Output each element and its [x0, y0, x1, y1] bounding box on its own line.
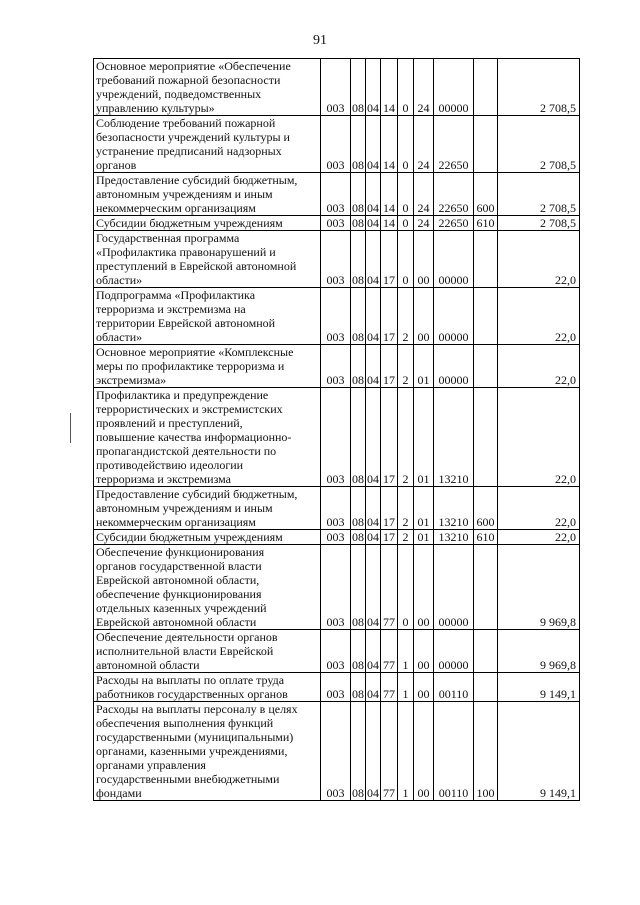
table-row [94, 59, 580, 116]
amount: 9 149,1 [498, 702, 580, 801]
row-name: Соблюдение требований пожарной безопасности учреждений культуры и устранение предписаний надзорных органов [94, 116, 321, 173]
amount: 22,0 [498, 388, 580, 487]
code-measure: 00 [414, 630, 434, 673]
table-row [94, 345, 580, 388]
code-program: 14 [381, 59, 398, 116]
code-direction: 00110 [434, 702, 474, 801]
code-program: 77 [381, 673, 398, 702]
code-subprogram: 0 [398, 216, 414, 231]
code-direction: 22650 [434, 173, 474, 216]
code-direction: 00000 [434, 345, 474, 388]
code-section: 08 [351, 487, 366, 530]
code-program: 17 [381, 288, 398, 345]
code-direction: 13210 [434, 530, 474, 545]
code-subsection: 04 [366, 388, 381, 487]
code-ved: 003 [321, 702, 351, 801]
table-row [94, 116, 580, 173]
row-name: Профилактика и предупреждение террористических и экстремистских проявлений и преступлений, повышение качества информационно- пропагандистской деятельности по противодействию идеологии терроризма и экстремизма [94, 388, 321, 487]
amount: 9 149,1 [498, 673, 580, 702]
code-measure: 24 [414, 59, 434, 116]
code-ved: 003 [321, 216, 351, 231]
budget-table [93, 58, 580, 801]
code-ved: 003 [321, 173, 351, 216]
code-direction: 00000 [434, 231, 474, 288]
amount: 2 708,5 [498, 173, 580, 216]
code-program: 17 [381, 388, 398, 487]
code-section: 08 [351, 345, 366, 388]
amount: 9 969,8 [498, 630, 580, 673]
row-name: Расходы на выплаты персоналу в целях обеспечения выполнения функций государственными (муниципальными) органами, казенными учреждениями, органами управления государственными внебюджетными фондами [94, 702, 321, 801]
code-program: 17 [381, 345, 398, 388]
code-subprogram: 0 [398, 173, 414, 216]
code-section: 08 [351, 173, 366, 216]
code-direction: 00000 [434, 288, 474, 345]
code-subprogram: 2 [398, 388, 414, 487]
table-row [94, 530, 580, 545]
code-section: 08 [351, 702, 366, 801]
code-section: 08 [351, 545, 366, 630]
amount: 9 969,8 [498, 545, 580, 630]
table-row [94, 216, 580, 231]
code-expense-type [474, 673, 498, 702]
code-section: 08 [351, 116, 366, 173]
code-program: 77 [381, 545, 398, 630]
code-subsection: 04 [366, 345, 381, 388]
code-subsection: 04 [366, 116, 381, 173]
code-section: 08 [352, 216, 364, 230]
table-row [94, 545, 580, 630]
code-measure: 24 [414, 216, 434, 231]
code-direction: 00000 [434, 545, 474, 630]
code-ved: 003 [321, 545, 351, 630]
row-name: Расходы на выплаты по оплате труда работников государственных органов [94, 673, 321, 702]
code-expense-type: 100 [474, 702, 498, 801]
table-row [94, 173, 580, 216]
code-program: 77 [381, 630, 398, 673]
code-measure: 24 [414, 116, 434, 173]
code-expense-type [474, 231, 498, 288]
code-program: 17 [381, 231, 398, 288]
code-subsection: 04 [366, 630, 381, 673]
code-subprogram: 2 [398, 345, 414, 388]
code-subprogram: 0 [398, 231, 414, 288]
amount: 22,0 [498, 487, 580, 530]
code-subprogram: 2 [398, 487, 414, 530]
code-subsection: 04 [366, 487, 381, 530]
code-expense-type [474, 545, 498, 630]
code-measure: 00 [414, 673, 434, 702]
table-row [94, 487, 580, 530]
code-ved: 003 [321, 345, 351, 388]
code-subprogram: 2 [398, 530, 414, 545]
code-subsection: 04 [366, 288, 381, 345]
code-subprogram: 0 [398, 545, 414, 630]
amount: 22,0 [498, 288, 580, 345]
code-expense-type: 600 [474, 173, 498, 216]
code-direction: 00000 [434, 59, 474, 116]
code-measure: 24 [414, 173, 434, 216]
code-section: 08 [351, 630, 366, 673]
table-row [94, 702, 580, 801]
code-subsection: 04 [366, 545, 381, 630]
row-name: Основное мероприятие «Комплексные меры по профилактике терроризма и экстремизма» [94, 345, 321, 388]
code-subsection: 04 [366, 673, 381, 702]
code-subsection: 04 [366, 702, 381, 801]
code-subsection: 04 [366, 173, 381, 216]
code-ved: 003 [321, 630, 351, 673]
code-ved: 003 [321, 673, 351, 702]
code-expense-type: 610 [474, 216, 498, 231]
code-expense-type [474, 388, 498, 487]
code-section: 08 [351, 231, 366, 288]
table-row [94, 673, 580, 702]
code-expense-type: 610 [474, 530, 498, 545]
code-subprogram: 2 [398, 288, 414, 345]
code-expense-type [474, 59, 498, 116]
code-measure: 01 [414, 388, 434, 487]
code-expense-type: 600 [474, 487, 498, 530]
code-subprogram: 0 [398, 116, 414, 173]
amount: 2 708,5 [498, 216, 580, 231]
code-program: 17 [381, 530, 398, 545]
row-name: Предоставление субсидий бюджетным, автономным учреждениям и иным некоммерческим организациям [94, 173, 321, 216]
row-name: Субсидии бюджетным учреждениям [94, 216, 321, 231]
code-ved: 003 [321, 530, 351, 545]
row-name: Предоставление субсидий бюджетным, автономным учреждениям и иным некоммерческим организациям [94, 487, 321, 530]
code-direction: 00110 [434, 673, 474, 702]
row-name: Подпрограмма «Профилактика терроризма и экстремизма на территории Еврейской автономной области» [94, 288, 321, 345]
page-number: 91 [313, 33, 327, 48]
code-direction: 22650 [434, 216, 474, 231]
code-section: 08 [351, 673, 366, 702]
table-row [94, 388, 580, 487]
code-measure: 01 [414, 345, 434, 388]
amount: 22,0 [498, 530, 580, 545]
code-subprogram: 0 [398, 59, 414, 116]
row-name: Обеспечение функционирования органов государственной власти Еврейской автономной области, обеспечение функционирования отдельных казенных учреждений Еврейской автономной области [94, 545, 321, 630]
code-section: 08 [351, 59, 366, 116]
code-direction: 00000 [434, 630, 474, 673]
code-program: 14 [381, 116, 398, 173]
code-section: 08 [351, 288, 366, 345]
code-direction: 13210 [434, 388, 474, 487]
code-subsection: 04 [367, 530, 379, 544]
code-expense-type [474, 345, 498, 388]
row-name: Государственная программа «Профилактика правонарушений и преступлений в Еврейской автономной области» [94, 231, 321, 288]
table-row [94, 288, 580, 345]
amount: 22,0 [498, 345, 580, 388]
code-measure: 01 [414, 530, 434, 545]
code-direction: 22650 [434, 116, 474, 173]
code-ved: 003 [321, 288, 351, 345]
code-section: 08 [351, 388, 366, 487]
table-row [94, 231, 580, 288]
code-subprogram: 1 [398, 630, 414, 673]
code-section: 08 [352, 530, 364, 544]
code-program: 77 [381, 702, 398, 801]
row-name: Субсидии бюджетным учреждениям [94, 530, 321, 545]
code-subprogram: 1 [398, 702, 414, 801]
code-ved: 003 [321, 388, 351, 487]
code-subsection: 04 [366, 59, 381, 116]
code-measure: 00 [414, 288, 434, 345]
code-ved: 003 [321, 487, 351, 530]
code-program: 14 [381, 216, 398, 231]
code-measure: 00 [414, 545, 434, 630]
code-subprogram: 1 [398, 673, 414, 702]
amount: 2 708,5 [498, 116, 580, 173]
code-subsection: 04 [366, 231, 381, 288]
row-name: Основное мероприятие «Обеспечение требований пожарной безопасности учреждений, подведомственных управлению культуры» [94, 59, 321, 116]
code-expense-type [474, 630, 498, 673]
row-name: Обеспечение деятельности органов исполнительной власти Еврейской автономной области [94, 630, 321, 673]
code-direction: 13210 [434, 487, 474, 530]
table-row [94, 630, 580, 673]
code-ved: 003 [321, 59, 351, 116]
code-ved: 003 [321, 116, 351, 173]
code-subsection: 04 [367, 216, 379, 230]
amount: 22,0 [498, 231, 580, 288]
code-expense-type [474, 116, 498, 173]
code-ved: 003 [321, 231, 351, 288]
amount: 2 708,5 [498, 59, 580, 116]
code-program: 14 [381, 173, 398, 216]
margin-mark [70, 413, 71, 443]
code-measure: 00 [414, 231, 434, 288]
code-program: 17 [381, 487, 398, 530]
code-measure: 01 [414, 487, 434, 530]
code-expense-type [474, 288, 498, 345]
code-measure: 00 [414, 702, 434, 801]
